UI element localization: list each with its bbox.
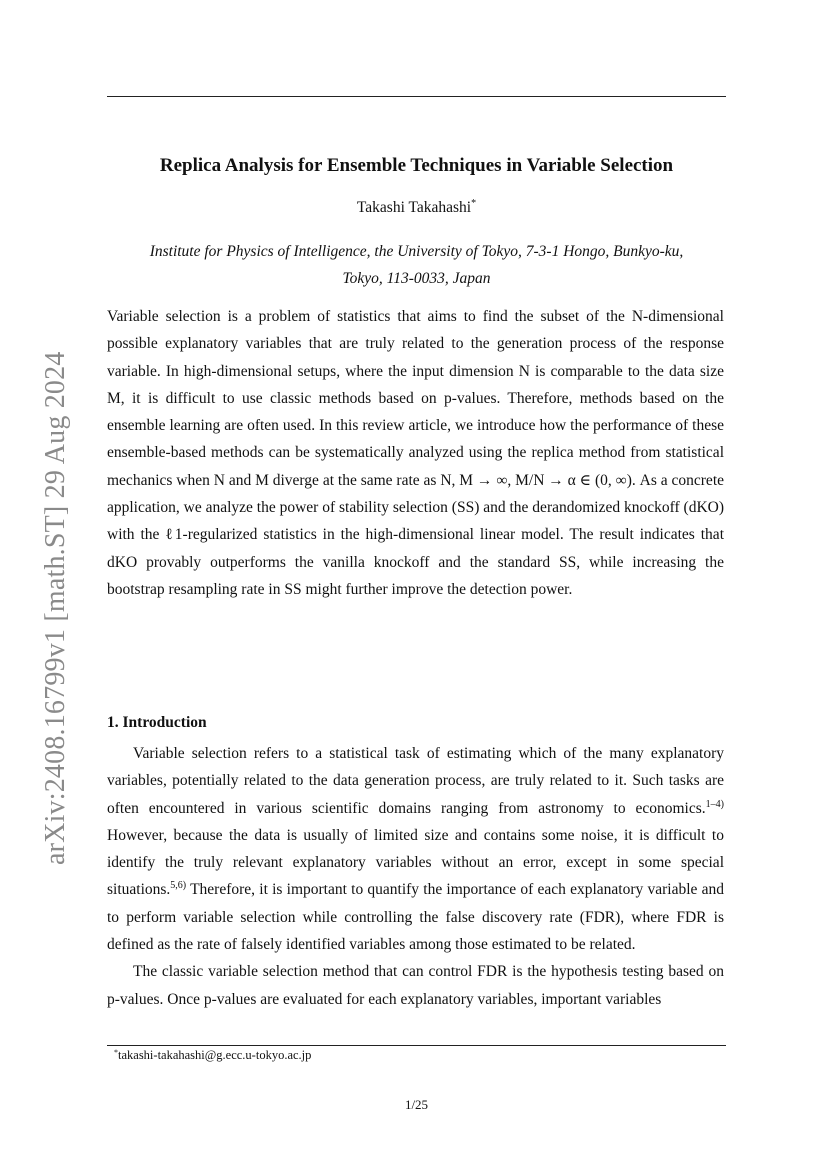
footnote-mark: * <box>114 1048 118 1057</box>
arxiv-identifier: arXiv:2408.16799v1 [math.ST] 29 Aug 2024 <box>40 351 71 865</box>
section-heading-introduction: 1. Introduction <box>107 714 207 731</box>
introduction-body <box>107 740 724 1013</box>
footnote-email: takashi-takahashi@g.ecc.u-tokyo.ac.jp <box>118 1048 312 1062</box>
affiliation-line-1: Institute for Physics of Intelligence, the University of Tokyo, 7-3-1 Hongo, Bunkyo-ku, <box>149 243 684 260</box>
intro-text-1b: However, because the data is usually of limited size and contains some noise, it is difficult to identify the truly relevant explanatory variables without an error, except in some special situations. <box>107 826 724 899</box>
footnote <box>114 1047 311 1063</box>
page-number: 1/25 <box>404 1097 429 1112</box>
intro-text-1c: Therefore, it is important to quantify the importance of each explanatory variable and to perform variable selection while controlling the false discovery rate (FDR), where FDR is defined as the rate of falsely identified variables among those estimated to be related. <box>107 881 724 954</box>
paper-title: Replica Analysis for Ensemble Techniques in Variable Selection <box>159 155 674 176</box>
author-line <box>107 198 726 218</box>
intro-text-1a: Variable selection refers to a statistical task of estimating which of the many explanatory variables, potentially related to the data generation process, are truly related to it. Such tasks are often encountered in various scientific domains ranging from astronomy to economics. <box>107 745 724 817</box>
author-name: Takashi Takahashi <box>356 199 472 216</box>
header-rule <box>107 96 726 97</box>
citation-ref: 1–4) <box>705 798 724 810</box>
affiliation-line-2: Tokyo, 113-0033, Japan <box>342 270 491 287</box>
introduction-paragraph-2: The classic variable selection method that can control FDR is the hypothesis testing based on p-values. Once p-values are evaluated for each explanatory variables, important variables <box>107 963 724 1008</box>
abstract: Variable selection is a problem of statistics that aims to find the subset of the N-dimensional possible explanatory variables that are truly related to the generation process of the response variable. In high-dimensional setups, where the input dimension N is comparable to the data size M, it is difficult to use classic methods based on p-values. Therefore, methods based on the ensemble learning are often used. In this review article, we introduce how the performance of these ensemble-based methods can be systematically analyzed using the replica method from statistical mechanics when N and M diverge at the same rate as N, M → ∞, M/N → α ∈ (0, ∞). As a concrete application, we analyze the power of stability selection (SS) and the derandomized knockoff (dKO) with the ℓ1-regularized statistics in the high-dimensional linear model. The result indicates that dKO provably outperforms the vanilla knockoff and the standard SS, while increasing the bootstrap resampling rate in SS might further improve the detection power. <box>107 308 724 598</box>
affiliation <box>107 238 726 292</box>
citation-ref: 5,6) <box>170 880 187 892</box>
author-footnote-mark: * <box>471 198 477 209</box>
footnote-rule <box>107 1045 726 1046</box>
introduction-paragraph-1 <box>107 740 724 958</box>
